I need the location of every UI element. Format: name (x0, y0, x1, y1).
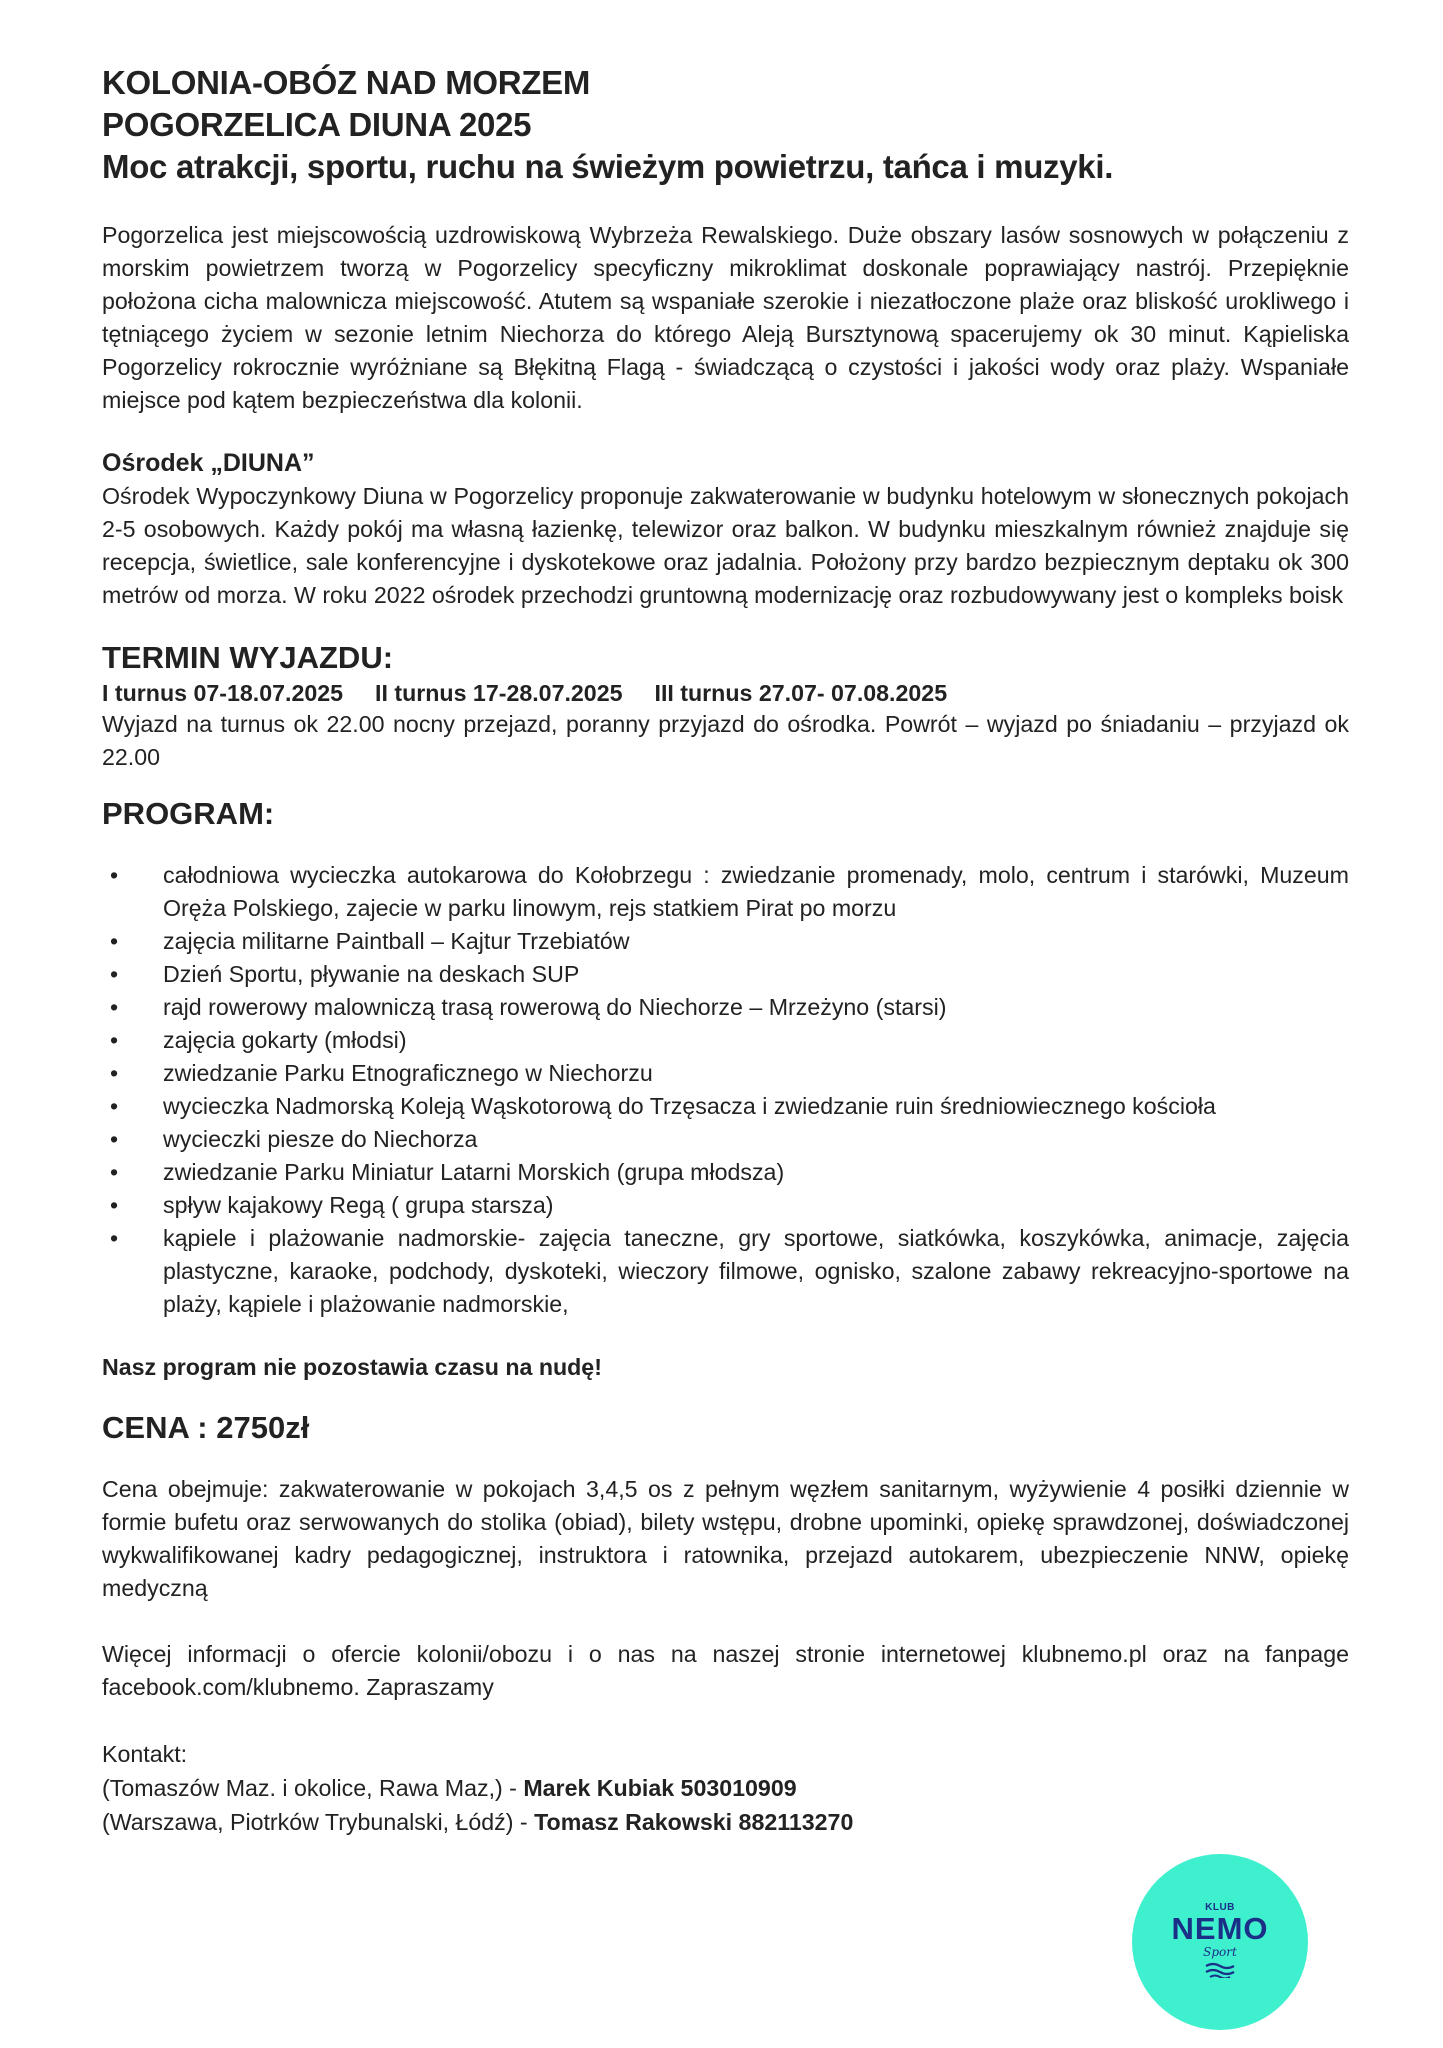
bullet-icon: • (110, 994, 119, 1020)
list-item-text: wycieczki piesze do Niechorza (163, 1126, 478, 1152)
list-item (102, 925, 1349, 958)
cena-heading: CENA : 2750zł (102, 1410, 310, 1445)
bullet-icon: • (110, 1060, 119, 1086)
bullet-icon: • (110, 1159, 119, 1185)
info-paragraph: Więcej informacji o ofercie kolonii/obozu i o nas na naszej stronie internetowej klubnemo.pl oraz na fanpage facebook.com/klubnemo. Zapraszamy (102, 1641, 1349, 1700)
list-item (102, 1090, 1349, 1123)
list-item (102, 1024, 1349, 1057)
list-item-text: wycieczka Nadmorską Koleją Wąskotorową do Trzęsacza i zwiedzanie ruin średniowiecznego kościoła (163, 1093, 1216, 1119)
bullet-icon: • (110, 1225, 119, 1251)
list-item-text: zwiedzanie Parku Etnograficznego w Niechorzu (163, 1060, 653, 1086)
list-item-text: zwiedzanie Parku Miniatur Latarni Morskich (grupa młodsza) (163, 1159, 785, 1185)
list-item (102, 859, 1349, 925)
contact-region: (Tomaszów Maz. i okolice, Rawa Maz,) - (102, 1775, 524, 1801)
turnus-1: I turnus 07-18.07.2025 (102, 680, 344, 706)
turnus-2: II turnus 17-28.07.2025 (375, 680, 623, 706)
bullet-icon: • (110, 928, 119, 954)
bullet-icon: • (110, 1027, 119, 1053)
contact-region: (Warszawa, Piotrków Trybunalski, Łódź) - (102, 1809, 535, 1835)
kontakt-label: Kontakt: (102, 1741, 188, 1767)
bullet-icon: • (110, 1093, 119, 1119)
logo-klub-text: KLUB (1205, 1902, 1235, 1913)
list-item (102, 1189, 1349, 1222)
list-item-text: rajd rowerowy malowniczą trasą rowerową do Niechorze – Mrzeżyno (starsi) (163, 994, 947, 1020)
list-item (102, 1123, 1349, 1156)
contact-person: Tomasz Rakowski 882113270 (534, 1809, 854, 1835)
list-item (102, 1057, 1349, 1090)
bullet-icon: • (110, 862, 119, 888)
contact-line (102, 1771, 1349, 1805)
program-heading: PROGRAM: (102, 796, 275, 831)
list-item-text: Dzień Sportu, pływanie na deskach SUP (163, 961, 580, 987)
list-item (102, 991, 1349, 1024)
list-item-text: kąpiele i plażowanie nadmorskie- zajęcia taneczne, gry sportowe, siatkówka, koszykówka, animacje, zajęcia plastyczne, karaoke, podchody, dyskoteki, wieczory filmowe, ognisko, szalone zabawy rekreacyjno-sportowe na plaży, kąpiele i plażowanie nadmorskie, (163, 1225, 1349, 1317)
cena-paragraph: Cena obejmuje: zakwaterowanie w pokojach 3,4,5 os z pełnym węzłem sanitarnym, wyżywienie 4 posiłki dziennie w formie bufetu oraz serwowanych do stolika (obiad), bilety wstępu, drobne upominki, opiekę sprawdzonej, doświadczonej wykwalifikowanej kadry pedagogicznej, instruktora i ratownika, przejazd autokarem, ubezpieczenie NNW, opiekę medyczną (102, 1476, 1349, 1601)
title-line-1: KOLONIA-OBÓZ NAD MORZEM (102, 64, 591, 101)
intro-paragraph: Pogorzelica jest miejscowością uzdrowiskową Wybrzeża Rewalskiego. Duże obszary lasów sosnowych w połączeniu z morskim powietrzem tworzą w Pogorzelicy specyficzny mikroklimat doskonale poprawiający nastrój. Przepięknie położona cicha malownicza miejscowość. Atutem są wspaniałe szerokie i niezatłoczone plaże oraz bliskość urokliwego i tętniącego życiem w sezonie letnim Niechorza do którego Aleją Bursztynową spacerujemy ok 30 minut. Kąpieliska Pogorzelicy rokrocznie wyróżniane są Błękitną Flagą - świadczącą o czystości i jakości wody oraz plaży. Wspaniałe miejsce pod kątem bezpieczeństwa dla kolonii. (102, 222, 1349, 413)
termin-heading: TERMIN WYJAZDU: (102, 640, 394, 675)
waves-icon (1205, 1962, 1235, 1978)
turnus-list (102, 678, 1349, 708)
osrodek-paragraph: Ośrodek Wypoczynkowy Diuna w Pogorzelicy proponuje zakwaterowanie w budynku hotelowym w słonecznych pokojach 2-5 osobowych. Każdy pokój ma własną łazienkę, telewizor oraz balkon. W budynku mieszkalnym również znajduje się recepcja, świetlice, sale konferencyjne i dyskotekowe oraz jadalnia. Położony przy bardzo bezpiecznym deptaku ok 300 metrów od morza. W roku 2022 ośrodek przechodzi gruntowną modernizację oraz rozbudowywany jest o kompleks boisk (102, 483, 1349, 608)
bullet-icon: • (110, 1192, 119, 1218)
contact-line (102, 1805, 1349, 1839)
program-closing: Nasz program nie pozostawia czasu na nudę! (102, 1354, 602, 1380)
list-item-text: zajęcia militarne Paintball – Kajtur Trzebiatów (163, 928, 630, 954)
contact-person: Marek Kubiak 503010909 (523, 1775, 797, 1801)
list-item-text: zajęcia gokarty (młodsi) (163, 1027, 407, 1053)
osrodek-heading: Ośrodek „DIUNA” (102, 449, 315, 477)
logo-nemo-text: NEMO (1171, 1911, 1269, 1946)
list-item (102, 1222, 1349, 1321)
list-item-text: całodniowa wycieczka autokarowa do Kołobrzegu : zwiedzanie promenady, molo, centrum i starówki, Muzeum Oręża Polskiego, zajecie w parku linowym, rejs statkiem Pirat po morzu (163, 862, 1349, 921)
klub-nemo-logo (1132, 1854, 1308, 2030)
termin-paragraph: Wyjazd na turnus ok 22.00 nocny przejazd, poranny przyjazd do ośrodka. Powrót – wyjazd po śniadaniu – przyjazd ok 22.00 (102, 711, 1349, 770)
list-item (102, 958, 1349, 991)
logo-sport-text: Sport (1203, 1945, 1237, 1959)
bullet-icon: • (110, 1126, 119, 1152)
title-line-2: POGORZELICA DIUNA 2025 (102, 106, 532, 143)
document-page (102, 62, 1349, 1839)
kontakt-section (102, 1737, 1349, 1839)
turnus-3: III turnus 27.07- 07.08.2025 (654, 680, 948, 706)
list-item (102, 1156, 1349, 1189)
bullet-icon: • (110, 961, 119, 987)
list-item-text: spływ kajakowy Regą ( grupa starsza) (163, 1192, 554, 1218)
subtitle: Moc atrakcji, sportu, ruchu na świeżym powietrzu, tańca i muzyki. (102, 148, 1114, 185)
program-list (102, 859, 1349, 1321)
